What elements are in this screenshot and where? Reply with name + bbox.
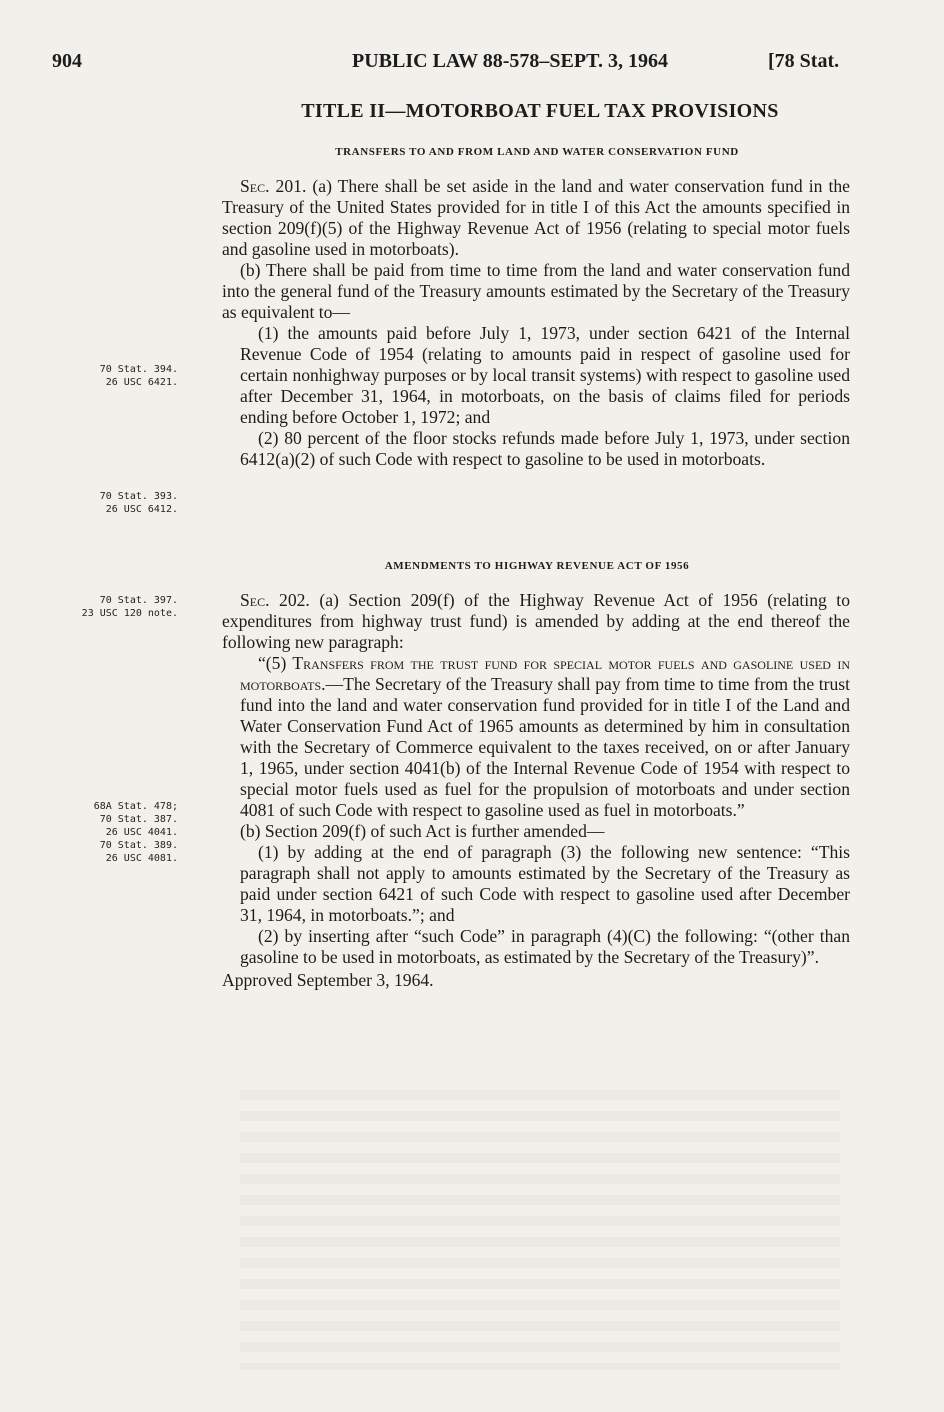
header-title: PUBLIC LAW 88-578–SEPT. 3, 1964 (352, 50, 668, 72)
sec201-b2: (2) 80 percent of the floor stocks refunds made before July 1, 1973, under section 6412(a)(2) of such Code with respect to gasoline to be used in motorboats. (240, 428, 850, 469)
approval-date: Approved September 3, 1964. (222, 970, 434, 990)
bleed-through-texture (240, 1090, 840, 1370)
margin-note-1: 70 Stat. 394. 26 USC 6421. (99, 364, 178, 388)
sec201-a: Sec. 201. (a) There shall be set aside in the land and water conservation fund in the Treasury of the United States provided for in title I of this Act the amounts specified in section 209(f)(5) of the Highway Revenue Act of 1956 (relating to special motor fuels and gasoline used in motorboats). (222, 176, 850, 259)
page-title: TITLE II—MOTORBOAT FUEL TAX PROVISIONS (301, 100, 779, 122)
page-number: 904 (52, 50, 82, 72)
sec202-b: (b) Section 209(f) of such Act is further amended— (240, 821, 605, 841)
section-202 (222, 590, 850, 991)
sec202-b1: (1) by adding at the end of paragraph (3) the following new sentence: “This paragraph shall not apply to amounts estimated by the Secretary of the Treasury as paid under section 6421 of such Code with respect to gasoline used after December 31, 1964, in motorboats.”; and (240, 842, 850, 925)
header-volume: [78 Stat. (768, 50, 840, 72)
sec201-b1: (1) the amounts paid before July 1, 1973, under section 6421 of the Internal Revenue Code of 1954 (relating to amounts paid in respect of gasoline used for certain nonhighway purposes or by local transit systems) with respect to gasoline used after December 31, 1964, in motorboats, on the basis of claims filed for periods ending before October 1, 1972; and (240, 323, 850, 427)
sec202-a: Sec. 202. (a) Section 209(f) of the Highway Revenue Act of 1956 (relating to expenditures from highway trust fund) is amended by adding at the end thereof the following new paragraph: (222, 590, 850, 652)
margin-note-4: 68A Stat. 478; 70 Stat. 387. 26 USC 4041. 70 Stat. 389. 26 USC 4081. (93, 801, 178, 864)
sec201-label: Sec. 201. (240, 176, 307, 196)
sec202-label: Sec. 202. (240, 590, 310, 610)
section-201 (222, 176, 850, 470)
subheading-amendments: AMENDMENTS TO HIGHWAY REVENUE ACT OF 1956 (384, 560, 690, 572)
sec201-b: (b) There shall be paid from time to time from the land and water conservation fund into the general fund of the Treasury amounts estimated by the Secretary of the Treasury as equivalent to— (222, 260, 850, 322)
sec202-paragraph-5: “(5) Transfers from the trust fund for special motor fuels and gasoline used in motorboats.—The Secretary of the Treasury shall pay from time to time from the trust fund into the land and water conservation fund provided for in title I of the Land and Water Conservation Fund Act of 1965 amounts as determined by him in consultation with the Secretary of Commerce equivalent to the taxes received, on or after January 1, 1965, under section 4041(b) of the Internal Revenue Code of 1954 with respect to special motor fuels used as fuel for the propulsion of motorboats and under section 4081 of such Code with respect to gasoline used as fuel in motorboats.” (240, 653, 850, 820)
margin-note-3: 70 Stat. 397. 23 USC 120 note. (81, 595, 178, 619)
sec202-b2: (2) by inserting after “such Code” in paragraph (4)(C) the following: “(other than gasoline to be used in motorboats, as estimated by the Secretary of the Treasury)”. (240, 926, 850, 967)
running-header (52, 50, 852, 80)
subheading-transfers: TRANSFERS TO AND FROM LAND AND WATER CONSERVATION FUND (335, 146, 739, 158)
paragraph-5-heading: “(5) Transfers from the trust fund for special motor fuels and gasoline used in motorboats. (240, 653, 850, 694)
margin-note-2: 70 Stat. 393. 26 USC 6412. (99, 491, 178, 515)
